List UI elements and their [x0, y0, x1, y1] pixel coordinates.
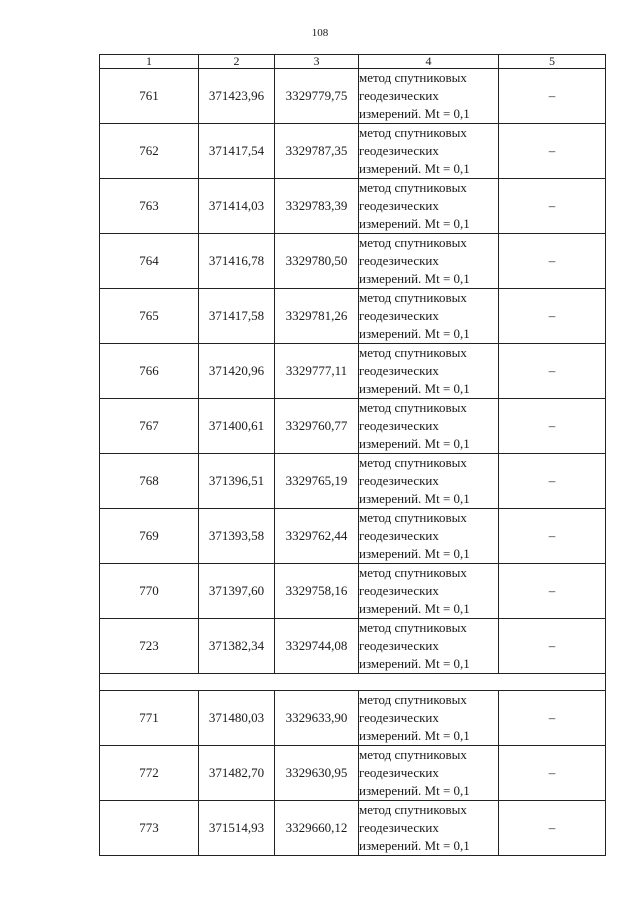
group-separator-row	[100, 674, 606, 691]
method-description	[359, 69, 499, 124]
method-line: геодезических	[359, 820, 439, 835]
method-line: геодезических	[359, 88, 439, 103]
method-description	[359, 564, 499, 619]
point-number: 765	[100, 289, 199, 344]
method-line: метод спутниковых	[359, 345, 467, 360]
coordinate-x: 371416,78	[199, 234, 275, 289]
table-row	[100, 234, 606, 289]
table-row	[100, 344, 606, 399]
method-line: метод спутниковых	[359, 125, 467, 140]
column-5-value: –	[499, 399, 606, 454]
point-number: 764	[100, 234, 199, 289]
column-5-value: –	[499, 234, 606, 289]
coordinate-x: 371514,93	[199, 801, 275, 856]
point-number: 773	[100, 801, 199, 856]
column-5-value: –	[499, 179, 606, 234]
header-col-2: 2	[199, 55, 275, 69]
coordinate-x: 371414,03	[199, 179, 275, 234]
table-row	[100, 399, 606, 454]
method-line: геодезических	[359, 363, 439, 378]
column-5-value: –	[499, 454, 606, 509]
method-description	[359, 619, 499, 674]
table-header-row	[100, 55, 606, 69]
coordinate-x: 371396,51	[199, 454, 275, 509]
method-line: геодезических	[359, 528, 439, 543]
coordinate-x: 371417,58	[199, 289, 275, 344]
coordinate-y: 3329779,75	[275, 69, 359, 124]
point-number: 770	[100, 564, 199, 619]
point-number: 763	[100, 179, 199, 234]
coordinate-y: 3329783,39	[275, 179, 359, 234]
method-description	[359, 399, 499, 454]
method-line: геодезических	[359, 143, 439, 158]
point-number: 762	[100, 124, 199, 179]
point-number: 768	[100, 454, 199, 509]
table-row	[100, 564, 606, 619]
column-5-value: –	[499, 619, 606, 674]
table-row	[100, 619, 606, 674]
method-line: геодезических	[359, 198, 439, 213]
table-row	[100, 509, 606, 564]
method-description	[359, 179, 499, 234]
coordinate-y: 3329744,08	[275, 619, 359, 674]
table-row	[100, 454, 606, 509]
method-line: метод спутниковых	[359, 400, 467, 415]
column-5-value: –	[499, 69, 606, 124]
coordinate-y: 3329780,50	[275, 234, 359, 289]
column-5-value: –	[499, 509, 606, 564]
method-line: измерений. Mt = 0,1	[359, 326, 470, 341]
method-description	[359, 801, 499, 856]
method-line: измерений. Mt = 0,1	[359, 436, 470, 451]
table-row	[100, 179, 606, 234]
method-line: геодезических	[359, 308, 439, 323]
separator-cell	[100, 674, 606, 691]
method-line: геодезических	[359, 253, 439, 268]
method-description	[359, 124, 499, 179]
method-line: измерений. Mt = 0,1	[359, 838, 470, 853]
column-5-value: –	[499, 564, 606, 619]
method-description	[359, 509, 499, 564]
column-5-value: –	[499, 801, 606, 856]
method-line: измерений. Mt = 0,1	[359, 783, 470, 798]
table-row	[100, 289, 606, 344]
method-description	[359, 234, 499, 289]
method-description	[359, 691, 499, 746]
point-number: 723	[100, 619, 199, 674]
method-line: метод спутниковых	[359, 802, 467, 817]
method-line: геодезических	[359, 583, 439, 598]
coordinate-x: 371417,54	[199, 124, 275, 179]
method-line: геодезических	[359, 638, 439, 653]
method-line: измерений. Mt = 0,1	[359, 106, 470, 121]
table-row	[100, 69, 606, 124]
header-col-5: 5	[499, 55, 606, 69]
coordinate-y: 3329760,77	[275, 399, 359, 454]
method-line: метод спутниковых	[359, 235, 467, 250]
method-line: метод спутниковых	[359, 290, 467, 305]
coordinate-x: 371420,96	[199, 344, 275, 399]
point-number: 761	[100, 69, 199, 124]
method-line: измерений. Mt = 0,1	[359, 271, 470, 286]
point-number: 767	[100, 399, 199, 454]
method-line: метод спутниковых	[359, 70, 467, 85]
coordinate-x: 371423,96	[199, 69, 275, 124]
page-number: 108	[311, 27, 329, 39]
method-line: измерений. Mt = 0,1	[359, 728, 470, 743]
coordinate-y: 3329660,12	[275, 801, 359, 856]
coordinate-y: 3329633,90	[275, 691, 359, 746]
method-line: метод спутниковых	[359, 620, 467, 635]
method-line: метод спутниковых	[359, 510, 467, 525]
method-line: метод спутниковых	[359, 747, 467, 762]
table-row	[100, 746, 606, 801]
method-line: измерений. Mt = 0,1	[359, 161, 470, 176]
point-number: 769	[100, 509, 199, 564]
method-line: измерений. Mt = 0,1	[359, 491, 470, 506]
coordinates-table	[99, 54, 606, 856]
coordinate-x: 371400,61	[199, 399, 275, 454]
header-col-3: 3	[275, 55, 359, 69]
coordinate-x: 371393,58	[199, 509, 275, 564]
point-number: 766	[100, 344, 199, 399]
coordinate-x: 371482,70	[199, 746, 275, 801]
coordinate-y: 3329777,11	[275, 344, 359, 399]
column-5-value: –	[499, 691, 606, 746]
table-row	[100, 691, 606, 746]
coordinate-y: 3329758,16	[275, 564, 359, 619]
coordinate-y: 3329787,35	[275, 124, 359, 179]
table-row	[100, 801, 606, 856]
method-line: измерений. Mt = 0,1	[359, 546, 470, 561]
method-line: измерений. Mt = 0,1	[359, 216, 470, 231]
method-description	[359, 746, 499, 801]
column-5-value: –	[499, 124, 606, 179]
point-number: 772	[100, 746, 199, 801]
point-number: 771	[100, 691, 199, 746]
method-line: геодезических	[359, 765, 439, 780]
method-line: измерений. Mt = 0,1	[359, 381, 470, 396]
column-5-value: –	[499, 289, 606, 344]
method-line: метод спутниковых	[359, 180, 467, 195]
coordinate-y: 3329781,26	[275, 289, 359, 344]
column-5-value: –	[499, 746, 606, 801]
header-col-1: 1	[100, 55, 199, 69]
header-col-4: 4	[359, 55, 499, 69]
method-line: геодезических	[359, 473, 439, 488]
method-line: геодезических	[359, 418, 439, 433]
method-line: геодезических	[359, 710, 439, 725]
table-body	[100, 69, 606, 856]
coordinate-x: 371382,34	[199, 619, 275, 674]
method-description	[359, 344, 499, 399]
method-line: измерений. Mt = 0,1	[359, 656, 470, 671]
coordinate-x: 371397,60	[199, 564, 275, 619]
coordinate-y: 3329765,19	[275, 454, 359, 509]
method-line: измерений. Mt = 0,1	[359, 601, 470, 616]
coordinate-y: 3329630,95	[275, 746, 359, 801]
method-line: метод спутниковых	[359, 692, 467, 707]
method-description	[359, 454, 499, 509]
table-row	[100, 124, 606, 179]
method-line: метод спутниковых	[359, 565, 467, 580]
column-5-value: –	[499, 344, 606, 399]
method-description	[359, 289, 499, 344]
method-line: метод спутниковых	[359, 455, 467, 470]
coordinate-y: 3329762,44	[275, 509, 359, 564]
coordinate-x: 371480,03	[199, 691, 275, 746]
